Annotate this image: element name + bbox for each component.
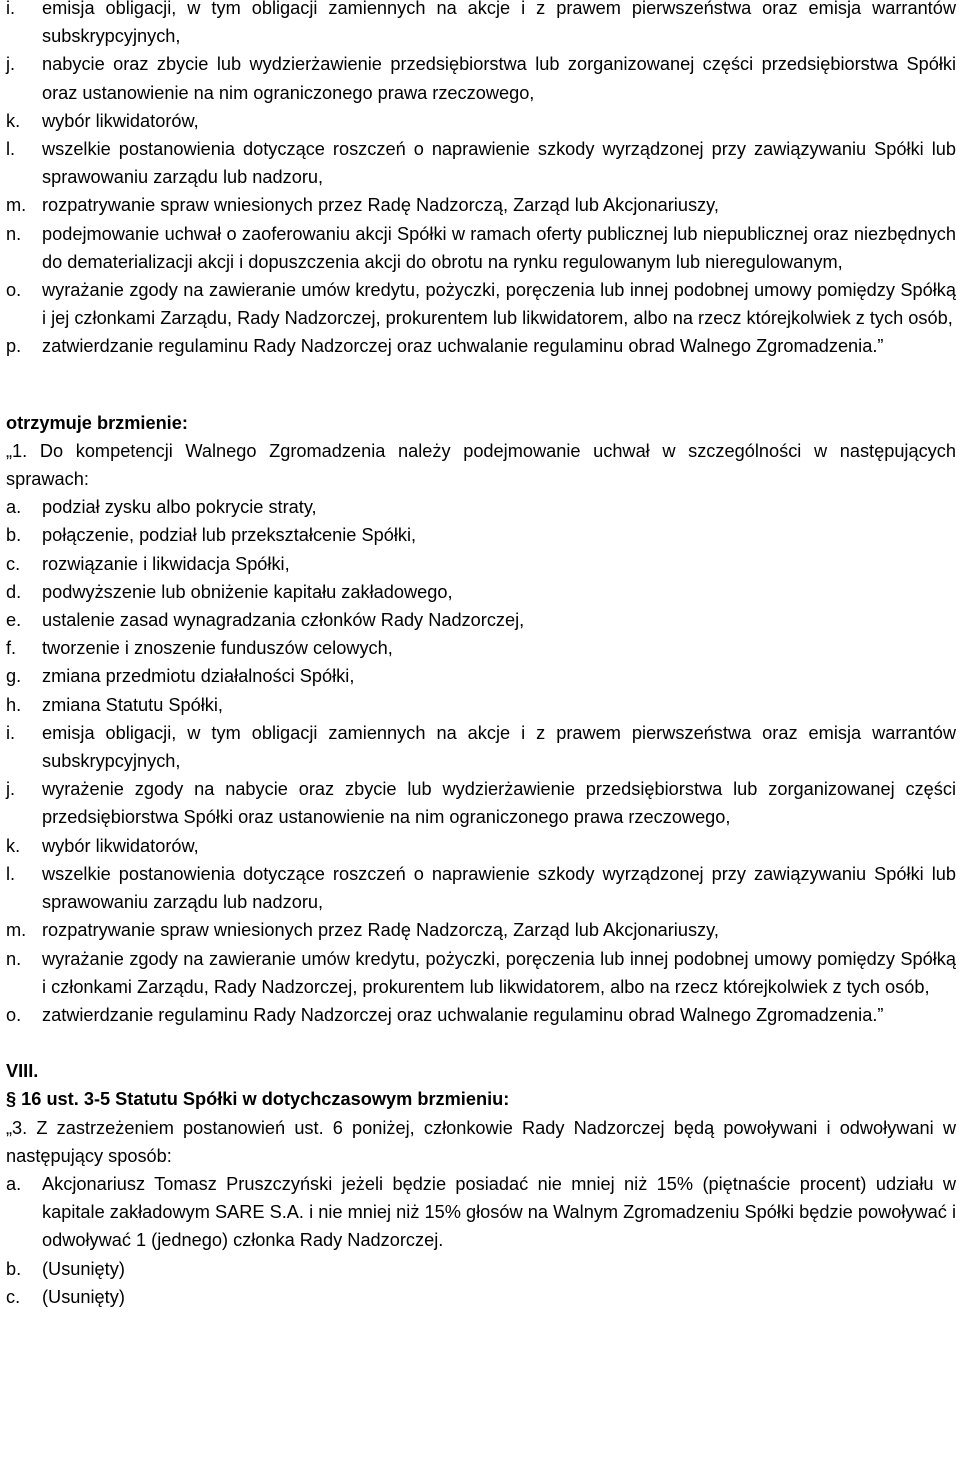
list-item [6, 1283, 956, 1311]
list-item-text: zatwierdzanie regulaminu Rady Nadzorczej oraz uchwalanie regulaminu obrad Walnego Zgromadzenia.” [42, 336, 884, 357]
list-marker: f. [6, 638, 17, 659]
list-marker: k. [6, 835, 21, 856]
list-item [6, 945, 956, 1001]
list-item [6, 276, 956, 332]
list-item-text: wyrażanie zgody na zawieranie umów kredytu, pożyczki, poręczenia lub innej podobnej umowy pomiędzy Spółką i członkami Zarządu, Rady Nadzorczej, prokurentem lub likwidatorem, albo na rzecz którejkolwiek z tych osób, [42, 948, 956, 997]
appointment-list [6, 1170, 956, 1311]
document-page [6, 0, 956, 1311]
list-item-text: wyrażanie zgody na zawieranie umów kredytu, pożyczki, poręczenia lub innej podobnej umowy pomiędzy Spółką i jej członkami Zarządu, Rady Nadzorczej, prokurentem lub likwidatorem, albo na rzecz którejkolwiek z tych osób, [42, 280, 956, 329]
old-competences-list [6, 0, 956, 361]
list-item-text: nabycie oraz zbycie lub wydzierżawienie przedsiębiorstwa lub zorganizowanej części przedsiębiorstwa Spółki oraz ustanowienie na nim ograniczonego prawa rzeczowego, [42, 54, 956, 103]
list-item-text: wybór likwidatorów, [42, 110, 199, 131]
list-marker: o. [6, 280, 22, 301]
list-item-text: rozwiązanie i likwidacja Spółki, [42, 553, 290, 574]
list-item-text: zmiana Statutu Spółki, [42, 694, 223, 715]
list-marker: c. [6, 553, 21, 574]
list-marker: b. [6, 525, 22, 546]
list-marker: d. [6, 581, 22, 602]
list-item-text: podwyższenie lub obniżenie kapitału zakładowego, [42, 581, 453, 602]
list-item-text: połączenie, podział lub przekształcenie Spółki, [42, 525, 417, 546]
list-item-text: podejmowanie uchwał o zaoferowaniu akcji Spółki w ramach oferty publicznej lub niepublicznej oraz niezbędnych do dematerializacji akcji i dopuszczenia akcji do obrotu na rynku regulowanym lub nieregulowanym, [42, 223, 956, 272]
list-item [6, 135, 956, 191]
list-item [6, 691, 956, 719]
list-item [6, 1170, 956, 1255]
list-marker: m. [6, 920, 27, 941]
list-marker: a. [6, 1173, 22, 1194]
list-item-text: wszelkie postanowienia dotyczące roszczeń o naprawienie szkody wyrządzonej przy zawiązywaniu Spółki lub sprawowaniu zarządu lub nadzoru, [42, 139, 956, 188]
new-wording-heading: otrzymuje brzmienie: [6, 412, 188, 433]
list-marker: n. [6, 948, 22, 969]
list-item [6, 1001, 956, 1029]
section-number: VIII. [6, 1061, 39, 1082]
spacer [6, 361, 956, 409]
list-item [6, 578, 956, 606]
list-item-text: wybór likwidatorów, [42, 835, 199, 856]
list-marker: m. [6, 195, 27, 216]
spacer [6, 1029, 956, 1057]
list-marker: c. [6, 1286, 21, 1307]
list-item-text: wszelkie postanowienia dotyczące roszczeń o naprawienie szkody wyrządzonej przy zawiązywaniu Spółki lub sprawowaniu zarządu lub nadzoru, [42, 863, 956, 913]
list-item [6, 220, 956, 276]
list-item [6, 0, 956, 50]
list-marker: i. [6, 0, 16, 18]
list-item [6, 550, 956, 578]
list-item-text: zmiana przedmiotu działalności Spółki, [42, 666, 355, 687]
list-item [6, 775, 956, 831]
list-item-text: zatwierdzanie regulaminu Rady Nadzorczej oraz uchwalanie regulaminu obrad Walnego Zgromadzenia.” [42, 1004, 884, 1025]
list-marker: e. [6, 610, 22, 631]
list-item-text: wyrażenie zgody na nabycie oraz zbycie lub wydzierżawienie przedsiębiorstwa lub zorganizowanej części przedsiębiorstwa Spółki oraz ustanowienie na nim ograniczonego prawa rzeczowego, [42, 779, 956, 828]
list-marker: k. [6, 110, 21, 131]
list-item [6, 50, 956, 106]
list-item [6, 1255, 956, 1283]
list-item-text: podział zysku albo pokrycie straty, [42, 497, 317, 518]
list-item [6, 107, 956, 135]
list-item-text: Akcjonariusz Tomasz Pruszczyński jeżeli będzie posiadać nie mniej niż 15% (piętnaście procent) udziału w kapitale zakładowym SARE S.A. i nie mniej niż 15% głosów na Walnym Zgromadzeniu Spółki będzie powoływać i odwoływać 1 (jednego) członka Rady Nadzorczej. [42, 1173, 956, 1251]
section-heading: § 16 ust. 3-5 Statutu Spółki w dotychczasowym brzmieniu: [6, 1089, 510, 1110]
list-item [6, 332, 956, 360]
list-marker: n. [6, 223, 22, 244]
list-marker: j. [6, 779, 16, 800]
list-item-text: emisja obligacji, w tym obligacji zamiennych na akcje i z prawem pierwszeństwa oraz emisja warrantów subskrypcyjnych, [42, 0, 956, 47]
list-item-text: emisja obligacji, w tym obligacji zamiennych na akcje i z prawem pierwszeństwa oraz emisja warrantów subskrypcyjnych, [42, 722, 956, 772]
list-marker: j. [6, 54, 16, 75]
list-item [6, 521, 956, 549]
list-item [6, 493, 956, 521]
list-marker: b. [6, 1258, 22, 1279]
list-item-text: (Usunięty) [42, 1258, 125, 1279]
list-item [6, 191, 956, 219]
list-item-text: ustalenie zasad wynagradzania członków Rady Nadzorczej, [42, 610, 525, 631]
list-item [6, 662, 956, 690]
list-item [6, 916, 956, 944]
old-wording-intro: „3. Z zastrzeżeniem postanowień ust. 6 poniżej, członkowie Rady Nadzorczej będą powoływani i odwoływani w następujący sposób: [6, 1117, 956, 1166]
list-marker: i. [6, 722, 16, 743]
list-marker: h. [6, 694, 22, 715]
list-item [6, 860, 956, 916]
list-item-text: tworzenie i znoszenie funduszów celowych, [42, 638, 393, 659]
list-item-text: rozpatrywanie spraw wniesionych przez Radę Nadzorczą, Zarząd lub Akcjonariuszy, [42, 195, 719, 216]
list-marker: g. [6, 666, 22, 687]
list-marker: l. [6, 863, 16, 884]
list-item [6, 606, 956, 634]
list-item [6, 719, 956, 775]
list-item-text: (Usunięty) [42, 1286, 125, 1307]
list-marker: l. [6, 139, 16, 160]
list-marker: p. [6, 336, 22, 357]
list-item [6, 832, 956, 860]
list-item [6, 634, 956, 662]
list-marker: a. [6, 497, 22, 518]
new-wording-intro: „1. Do kompetencji Walnego Zgromadzenia należy podejmowanie uchwał w szczególności w następujących sprawach: [6, 440, 956, 490]
new-competences-list [6, 493, 956, 1029]
list-item-text: rozpatrywanie spraw wniesionych przez Radę Nadzorczą, Zarząd lub Akcjonariuszy, [42, 920, 719, 941]
list-marker: o. [6, 1004, 22, 1025]
